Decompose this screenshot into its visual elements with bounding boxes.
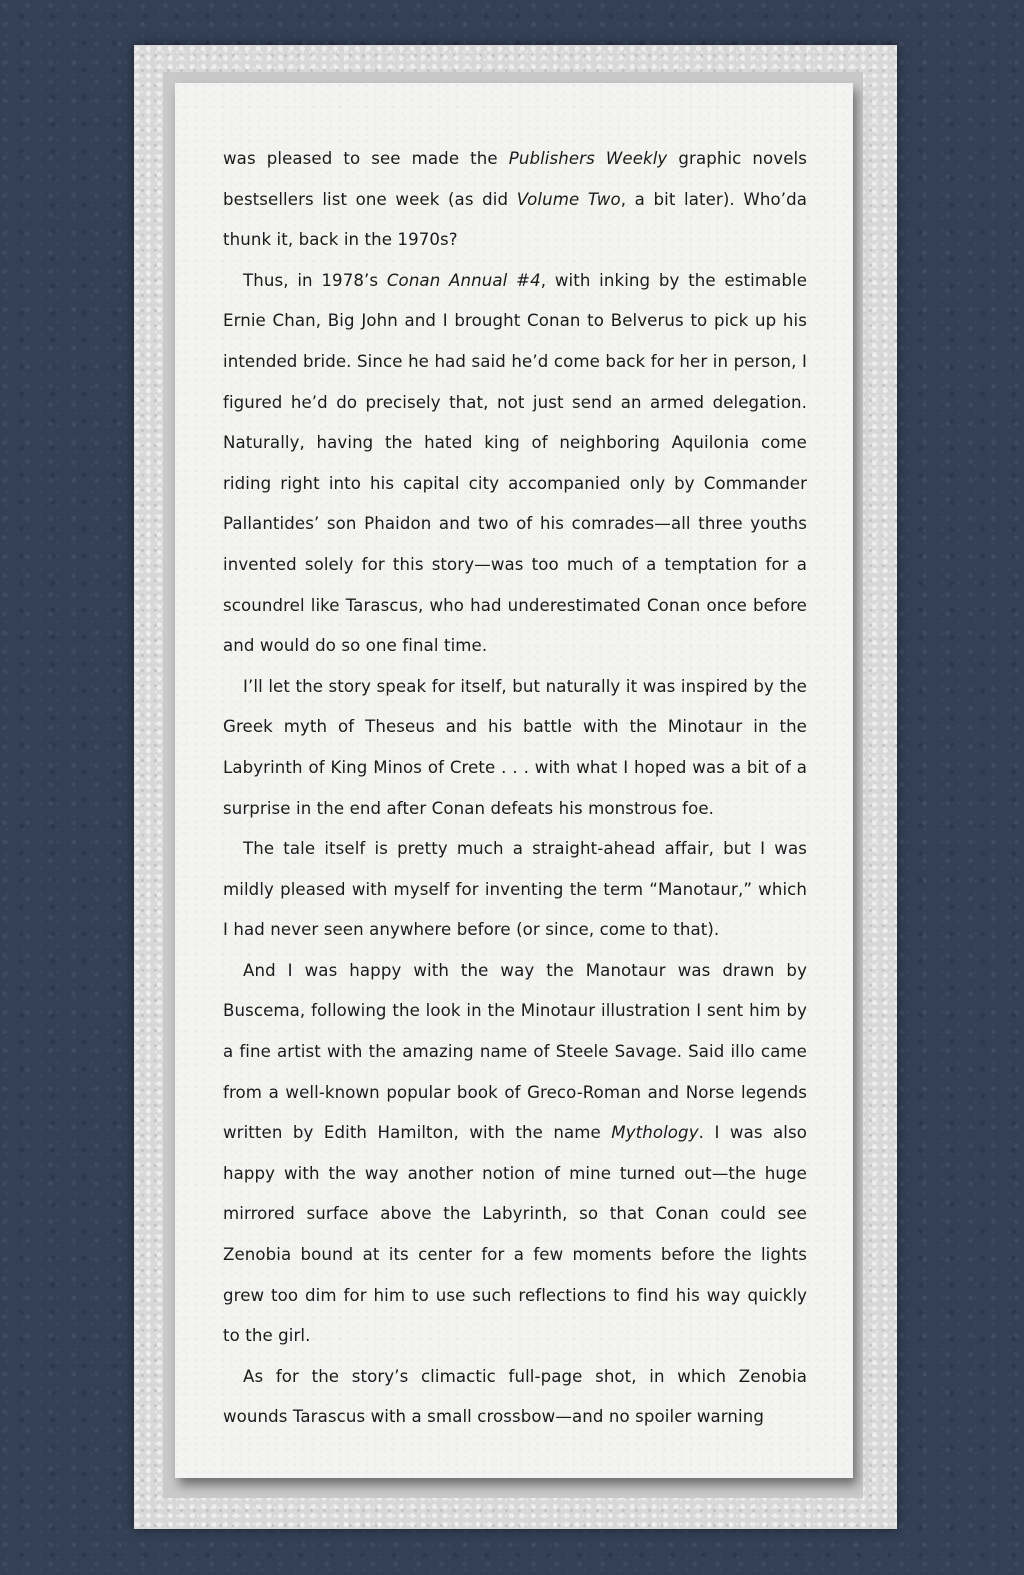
text-run: I’ll let the story speak for itself, but naturally it was inspired by the Greek myth of Theseus and his battle with the Minotaur in the Labyrinth of King Minos of Crete . . . with what I hoped was a bit of a surprise in the end after Conan defeats his monstrous foe. [223,676,807,818]
paragraph-3 [223,667,807,829]
text-run: graphic novels bestsellers list one week (as did [223,149,807,209]
body-text [223,139,807,1438]
text-run: , with inking by the estimable Ernie Chan, Big John and I brought Conan to Belverus to pick up his intended bride. Since he had said he’d come back for her in person, I figured he’d do precisely that, not just send an armed delegation. Naturally, having the hated king of neighboring Aquilonia come riding right into his capital city accompanied only by Commander Pallantides’ son Phaidon and two of his comrades—all three youths invented solely for this story—was too much of a temptation for a scoundrel like Tarascus, who had underestimated Conan once before and would do so one final time. [223,270,808,656]
text-run: Thus, in 1978’s [243,270,387,290]
paragraph-5 [223,951,807,1357]
text-run-italic: Publishers Weekly [508,149,668,168]
text-run: The tale itself is pretty much a straight-ahead affair, but I was mildly pleased with myself for inventing the term “Manotaur,” which I had never seen anywhere before (or since, come to that). [223,839,807,940]
paragraph-1 [223,139,807,261]
text-run: And I was happy with the way the Manotaur was drawn by Buscema, following the look in the Minotaur illustration I sent him by a fine artist with the amazing name of Steele Savage. Said illo came from a well-known popular book of Greco-Roman and Norse legends written by Edith Hamilton, with the name [223,960,807,1143]
text-run: was pleased to see made the [223,149,509,168]
text-run-italic: Volume Two [516,189,621,209]
paragraph-6 [223,1357,807,1438]
text-run: , a bit later). Who’da thunk it, back in the 1970s? [223,189,807,250]
text-run: As for the story’s climactic full-page shot, in which Zenobia wounds Tarascus with a small crossbow—and no spoiler warning [223,1366,807,1427]
text-run-italic: Conan Annual #4 [386,270,541,290]
paragraph-4 [223,829,807,951]
page-sheet [175,83,853,1478]
text-run-italic: Mythology [611,1123,699,1143]
text-run: . I was also happy with the way another notion of mine turned out—the huge mirrored surface above the Labyrinth, so that Conan could see Zenobia bound at its center for a few moments before the lights grew too dim for him to use such reflections to find his way quickly to the girl. [223,1123,808,1346]
paragraph-2 [223,261,807,667]
